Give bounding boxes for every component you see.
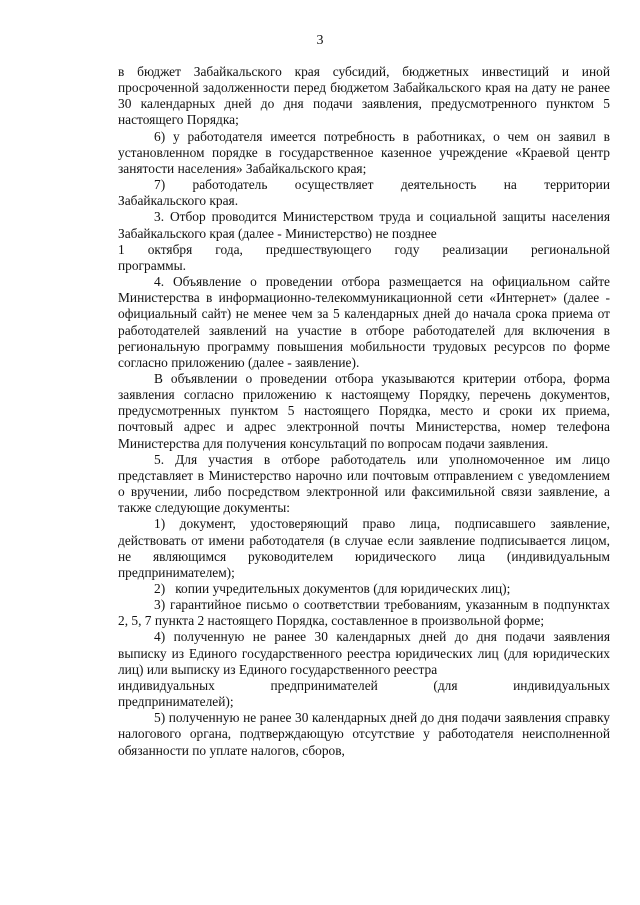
page-number: 3 bbox=[316, 33, 324, 48]
paragraph-doc-item-1: 1) документ, удостоверяющий право лица, подписавшего заявление, действовать от имени работодателя (в случае если заявление подписывается лицом, не являющимся руководителем юридического лица (индивидуальным предпринимателем); bbox=[118, 516, 610, 580]
paragraph-item-7-first-line: 7) работодатель осуществляет деятельность на территории bbox=[154, 177, 610, 193]
paragraph-section-3-tail: программы. bbox=[118, 257, 186, 273]
paragraph-doc-item-5: 5) полученную не ранее 30 календарных дней до дня подачи заявления справку налогового органа, подтверждающую отсутствие у работодателя неисполненной обязанности по уплате налогов, сборов, bbox=[118, 710, 610, 758]
paragraph-continuation: в бюджет Забайкальского края субсидий, бюджетных инвестиций и иной просроченной задолженности перед бюджетом Забайкальского края на дату не ранее 30 календарных дней до дня подачи заявления, предусмотренного пунктом 5 настоящего Порядка; bbox=[118, 64, 611, 128]
paragraph-section-5: 5. Для участия в отборе работодатель или уполномоченное им лицо представляет в Министерство нарочно или почтовым отправлением с уведомлением о вручении, либо посредством электронной или факсимильной связи заявление, а также следующие документы: bbox=[118, 451, 610, 516]
paragraph-doc-item-4-spread-line: индивидуальных предпринимателей (для индивидуальных bbox=[118, 677, 610, 693]
paragraph-doc-item-4: 4) полученную не ранее 30 календарных дней до дня подачи заявления выписку из Единого государственного реестра юридических лиц (для юридических лиц) или выписку из Единого государственного реестра bbox=[118, 629, 610, 677]
paragraph-announcement-contents: В объявлении о проведении отбора указываются критерии отбора, форма заявления согласно приложению к настоящему Порядку, перечень документов, предусмотренных пунктом 5 настоящего Порядка, место и сроки их приема, почтовый адрес и адрес электронной почты Министерства, номер телефона Министерства для получения консультаций по вопросам подачи заявления. bbox=[118, 370, 610, 451]
paragraph-section-3-spread-line: 1 октября года, предшествующего году реализации региональной bbox=[118, 241, 610, 257]
paragraph-doc-item-3: 3) гарантийное письмо о соответствии требованиям, указанным в подпунктах 2, 5, 7 пункта 2 настоящего Порядка, составленное в произвольной форме; bbox=[118, 597, 610, 629]
paragraph-doc-item-4-tail: предпринимателей); bbox=[118, 694, 234, 710]
paragraph-section-4: 4. Объявление о проведении отбора размещается на официальном сайте Министерства в информационно-телекоммуникационной сети «Интернет» (далее - официальный сайт) не менее чем за 5 календарных дней до начала срока приема от работодателей заявлений на участие в отборе работодателей для включения в региональную программу повышения мобильности трудовых ресурсов по форме согласно приложению (далее - заявление). bbox=[118, 274, 610, 370]
paragraph-item-7-tail: Забайкальского края. bbox=[118, 193, 239, 209]
document-body bbox=[118, 64, 610, 759]
paragraph-section-3: 3. Отбор проводится Министерством труда и социальной защиты населения Забайкальского края (далее - Министерство) не позднее bbox=[118, 209, 610, 241]
paragraph-doc-item-2: 2) копии учредительных документов (для юридических лиц); bbox=[154, 581, 511, 596]
paragraph-item-6: 6) у работодателя имеется потребность в работниках, о чем он заявил в установленном порядке в государственное казенное учреждение «Краевой центр занятости населения» Забайкальского края; bbox=[118, 128, 610, 176]
